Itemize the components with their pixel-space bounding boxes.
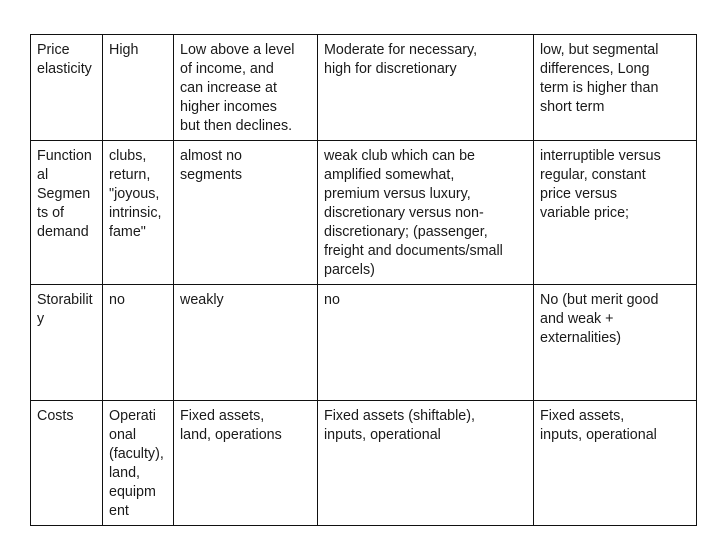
table-row-costs bbox=[31, 401, 697, 526]
table-row-functional-segments bbox=[31, 141, 697, 285]
table-cell: Fixed assets, land, operations bbox=[174, 401, 318, 526]
table-cell: High bbox=[103, 35, 174, 141]
table-cell: Fixed assets (shiftable), inputs, operational bbox=[318, 401, 534, 526]
table-cell: Low above a level of income, and can increase at higher incomes but then declines. bbox=[174, 35, 318, 141]
table-cell: No (but merit good and weak + externalities) bbox=[534, 285, 697, 401]
table-cell: weakly bbox=[174, 285, 318, 401]
table-cell: Moderate for necessary, high for discretionary bbox=[318, 35, 534, 141]
table-cell: Operati onal (faculty), land, equipm ent bbox=[103, 401, 174, 526]
row-label-cell: Price elasticity bbox=[31, 35, 103, 141]
table-cell: low, but segmental differences, Long term is higher than short term bbox=[534, 35, 697, 141]
table-cell: Fixed assets, inputs, operational bbox=[534, 401, 697, 526]
table-cell: no bbox=[318, 285, 534, 401]
comparison-table bbox=[30, 34, 697, 526]
row-label-cell: Storabilit y bbox=[31, 285, 103, 401]
table-cell: weak club which can be amplified somewhat, premium versus luxury, discretionary versus non- discretionary; (passenger, freight and documents/small parcels) bbox=[318, 141, 534, 285]
table-cell: clubs, return, "joyous, intrinsic, fame" bbox=[103, 141, 174, 285]
row-label-cell: Costs bbox=[31, 401, 103, 526]
table-row-storability bbox=[31, 285, 697, 401]
table-row-price-elasticity bbox=[31, 35, 697, 141]
table-cell: interruptible versus regular, constant price versus variable price; bbox=[534, 141, 697, 285]
row-label-cell: Function al Segmen ts of demand bbox=[31, 141, 103, 285]
table-cell: almost no segments bbox=[174, 141, 318, 285]
table-cell: no bbox=[103, 285, 174, 401]
